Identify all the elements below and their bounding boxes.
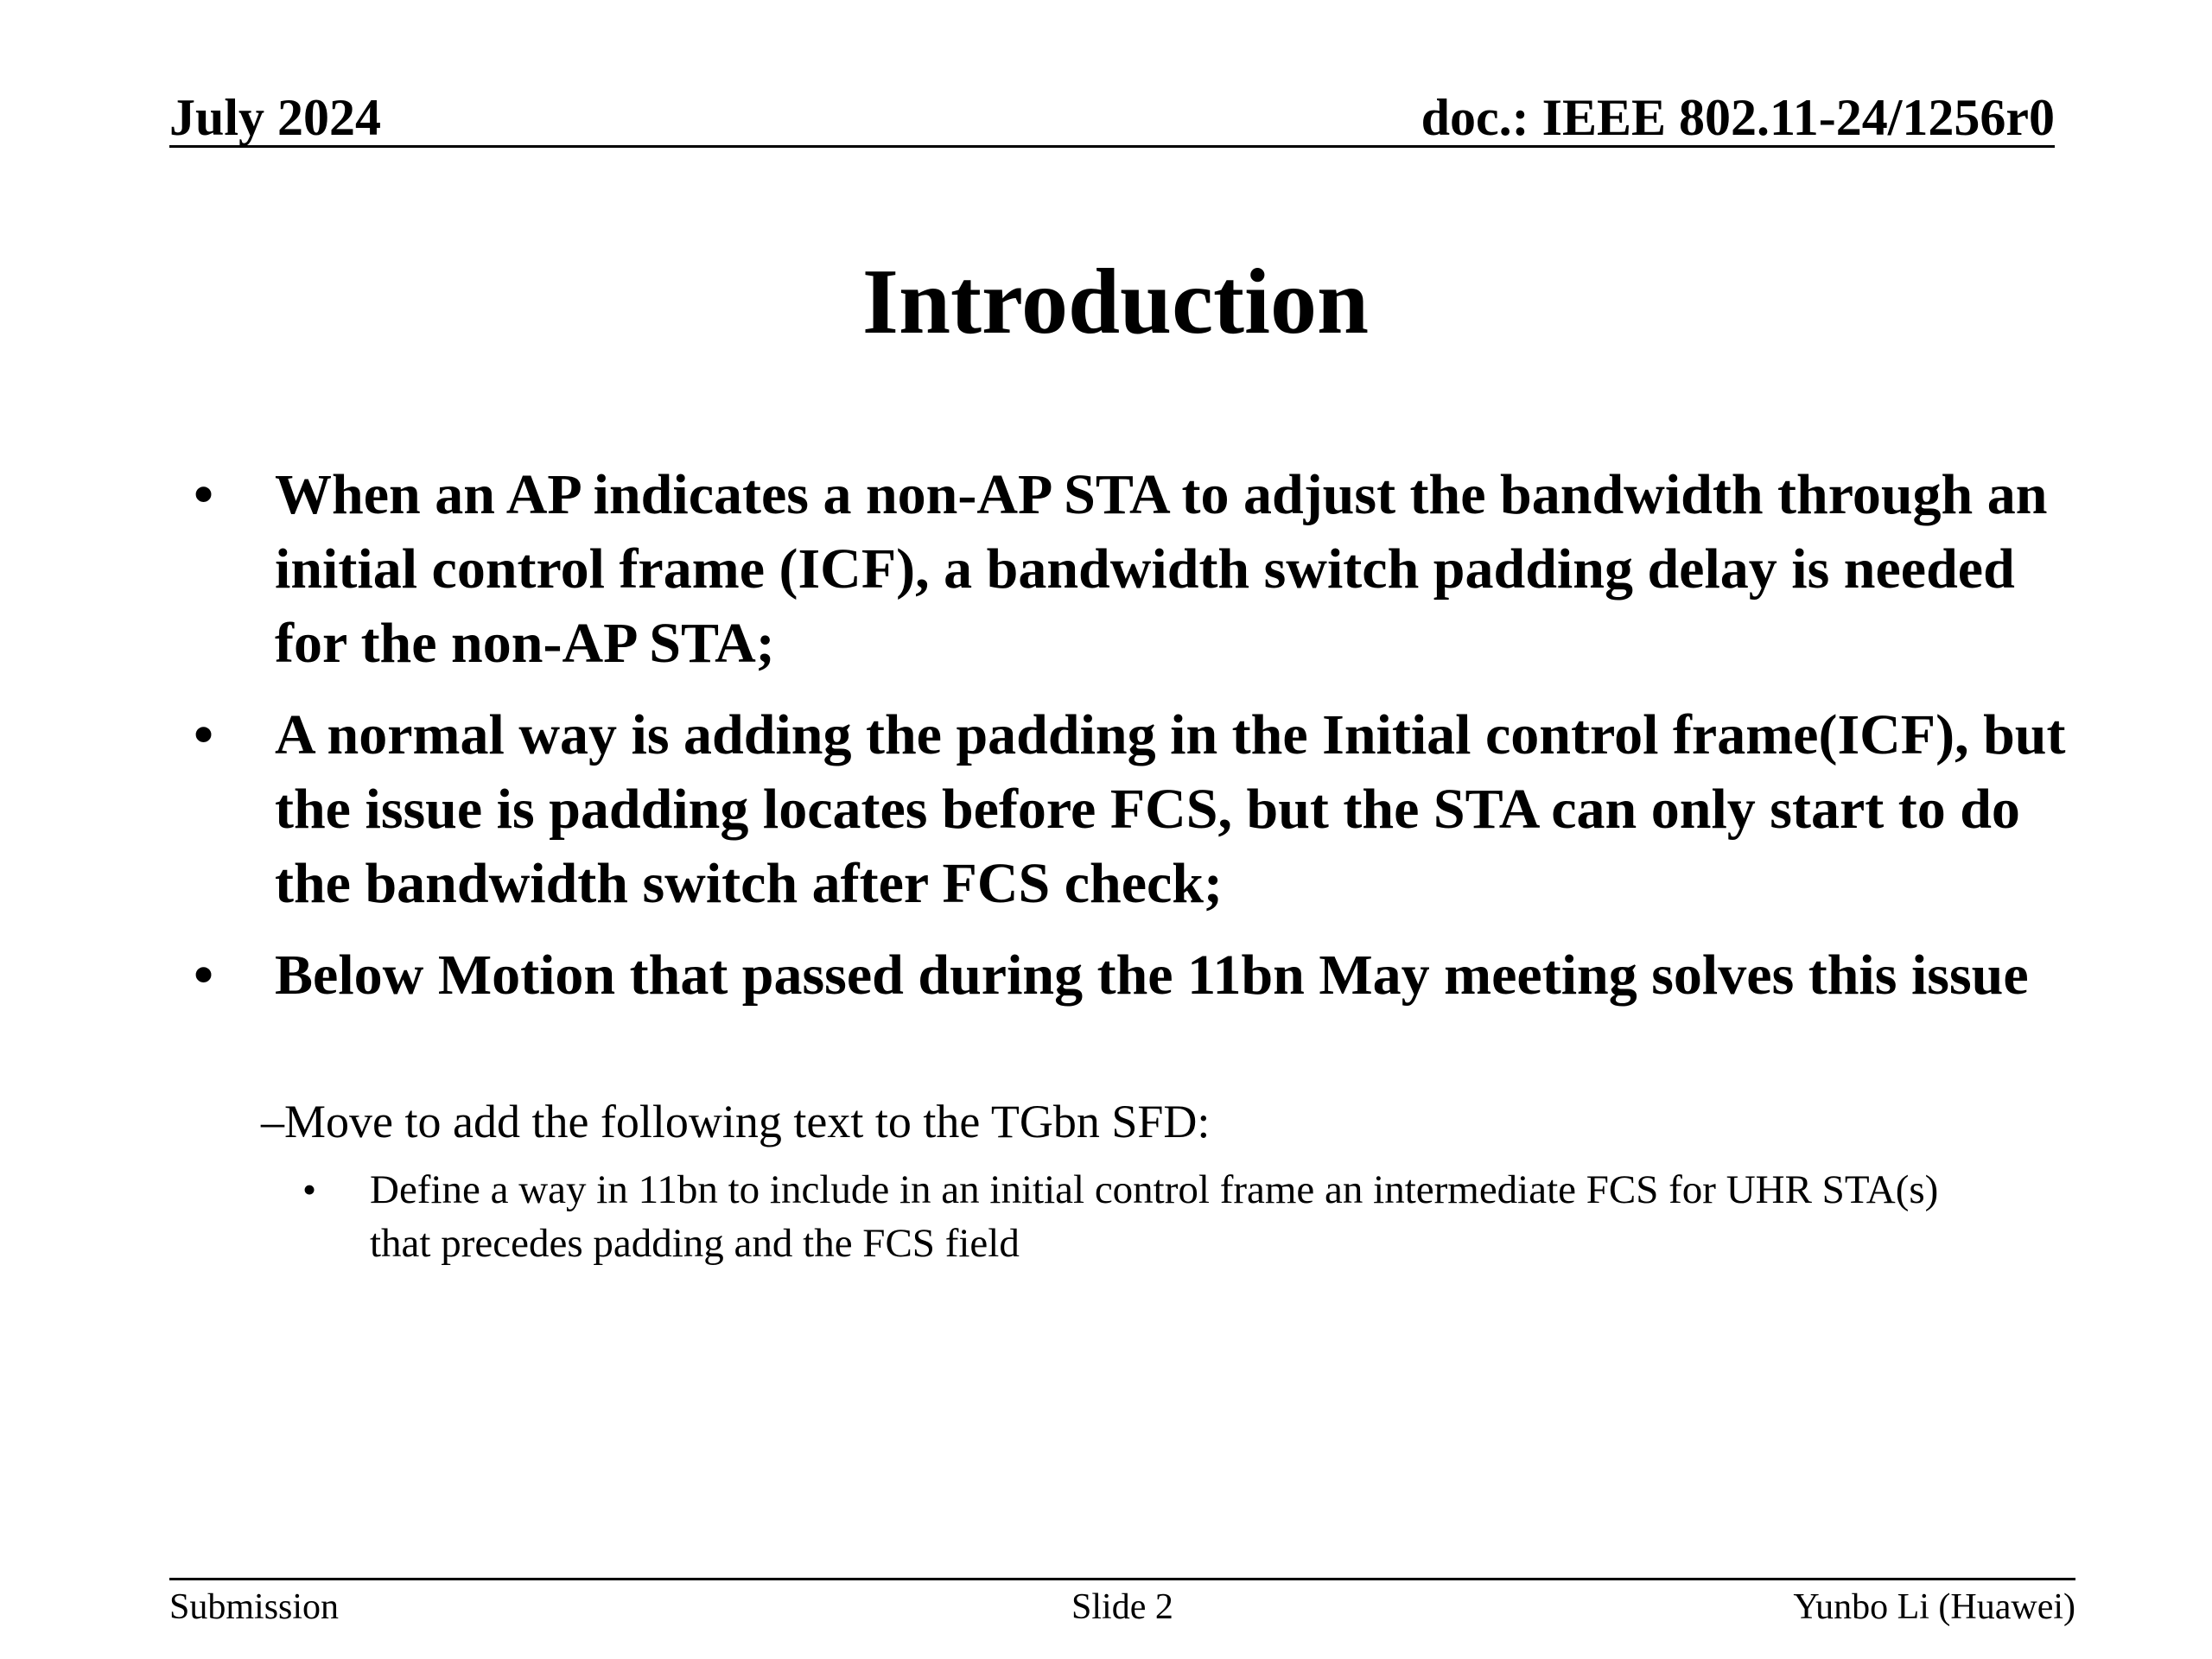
motion-text: Define a way in 11bn to include in an initial control frame an intermediate FCS for UHR STA(s) that precedes padding and the FCS field bbox=[370, 1167, 1939, 1266]
bullet-text: Below Motion that passed during the 11bn May meeting solves this issue bbox=[275, 944, 2029, 1007]
footer-submission: Submission bbox=[169, 1587, 340, 1627]
header-divider bbox=[169, 145, 2055, 148]
sub-bullet-marker: • bbox=[302, 1167, 317, 1211]
bullet-marker: • bbox=[194, 703, 214, 766]
footer-author: Yunbo Li (Huawei) bbox=[1793, 1587, 2075, 1627]
bullet-text: When an AP indicates a non-AP STA to adjust the bandwidth through an initial control frame (ICF), a bandwidth switch padding delay is needed for the non-AP STA; bbox=[275, 463, 2048, 675]
bullet-item bbox=[169, 938, 2088, 1013]
footer-slide-number: Slide 2 bbox=[1071, 1587, 1173, 1627]
motion-sub-item: –Move to add the following text to the TGbn SFD: bbox=[261, 1096, 1211, 1147]
bullet-item bbox=[169, 458, 2088, 681]
motion-text-item bbox=[302, 1163, 1996, 1270]
bullet-text: A normal way is adding the padding in the Initial control frame(ICF), but the issue is padding locates before FCS, but the STA can only start to do the bandwidth switch after FCS check; bbox=[275, 703, 2066, 915]
footer-divider bbox=[169, 1578, 2075, 1580]
bullet-item bbox=[169, 698, 2088, 921]
slide-title: Introduction bbox=[861, 251, 1370, 353]
bullet-marker: • bbox=[194, 463, 214, 526]
bullet-marker: • bbox=[194, 944, 214, 1007]
header-date: July 2024 bbox=[169, 89, 382, 146]
bullet-list bbox=[169, 458, 2088, 1030]
header-doc-id: doc.: IEEE 802.11-24/1256r0 bbox=[1421, 89, 2055, 146]
